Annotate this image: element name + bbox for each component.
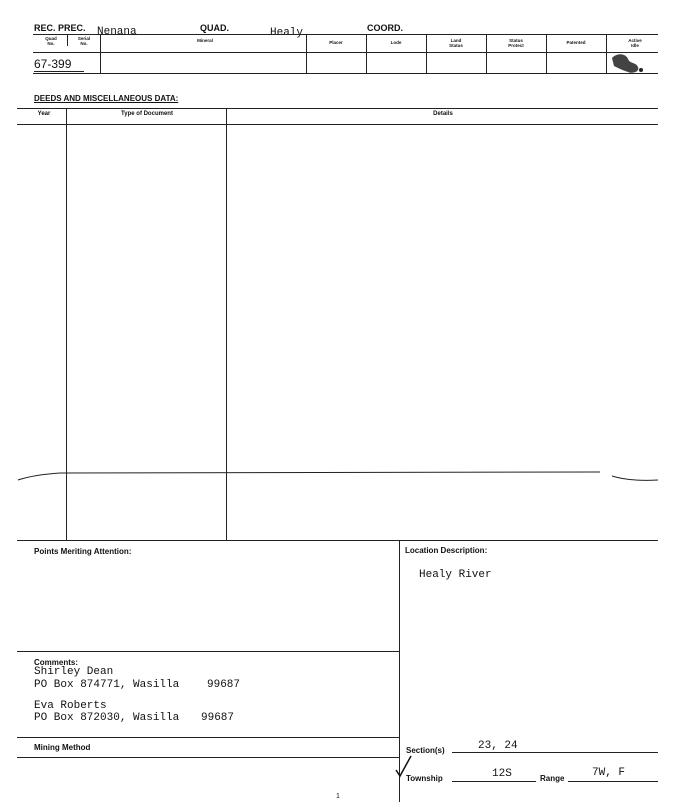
- col-divider: [366, 34, 367, 73]
- section-value: 23, 24: [478, 740, 518, 752]
- deeds-rule-header: [17, 124, 658, 125]
- rec-prec-value: Nenana: [97, 26, 137, 38]
- col-quad-no: Quad No.: [45, 36, 57, 46]
- township-value: 12S: [492, 768, 512, 780]
- township-underline: [452, 781, 536, 782]
- range-value: 7W, F: [592, 767, 626, 779]
- section-underline: [452, 752, 658, 753]
- col-serial-no: Serial No.: [77, 36, 91, 46]
- location-value: Healy River: [419, 569, 492, 581]
- ink-smudge-icon: [608, 50, 648, 78]
- quad-label: QUAD.: [200, 23, 229, 33]
- contact-zip: 99687: [201, 712, 235, 724]
- township-label: Township: [406, 774, 443, 783]
- contact-name: Eva Roberts: [34, 700, 107, 712]
- mining-method-rule-bottom: [17, 757, 399, 758]
- col-status-protect: Status Protect: [508, 38, 524, 48]
- col-divider: [486, 34, 487, 73]
- page-number: 1: [336, 793, 340, 800]
- mining-method-rule: [17, 737, 399, 738]
- quad-no-value: 67-399: [34, 57, 72, 71]
- rec-prec-label: REC. PREC.: [34, 23, 86, 33]
- col-land-status: Land Status: [449, 38, 463, 48]
- location-label: Location Description:: [405, 546, 488, 555]
- header-rule-mid: [33, 52, 658, 53]
- col-active-idle: Active Idle: [628, 38, 642, 48]
- contact-address: PO Box 872030, Wasilla: [34, 712, 180, 724]
- col-mineral: Mineral: [197, 38, 213, 43]
- header-rule-bottom: [33, 73, 658, 74]
- points-label: Points Meriting Attention:: [34, 547, 132, 556]
- col-divider: [306, 34, 307, 73]
- contact-name: Shirley Dean: [34, 666, 114, 678]
- quad-value: Healy: [270, 27, 304, 39]
- col-patented: Patented: [566, 40, 586, 45]
- comments-rule: [17, 651, 399, 652]
- quad-no-underline: [34, 71, 84, 72]
- comments-label: Comments:: [34, 658, 79, 667]
- contact-address: PO Box 874771, Wasilla: [34, 679, 180, 691]
- sheet-edge-line: [0, 462, 678, 482]
- section-label: Section(s): [406, 746, 445, 755]
- col-placer: Placer: [329, 40, 343, 45]
- col-lode: Lode: [390, 40, 402, 45]
- col-divider-short: [67, 34, 68, 46]
- range-underline: [568, 781, 658, 782]
- mining-method-label: Mining Method: [34, 743, 91, 752]
- col-divider: [546, 34, 547, 73]
- contact-zip: 99687: [207, 679, 241, 691]
- range-label: Range: [540, 774, 565, 783]
- deeds-col-details: Details: [433, 111, 453, 117]
- coord-label: COORD.: [367, 23, 403, 33]
- col-divider: [100, 34, 101, 73]
- deeds-rule-top: [17, 108, 658, 109]
- col-divider: [606, 34, 607, 73]
- lower-section-rule: [17, 540, 658, 541]
- header-rule-top: [33, 34, 658, 35]
- col-divider: [426, 34, 427, 73]
- deeds-col-year: Year: [37, 111, 51, 117]
- deeds-col-type: Type of Document: [121, 111, 173, 117]
- deeds-title: DEEDS AND MISCELLANEOUS DATA:: [34, 94, 179, 103]
